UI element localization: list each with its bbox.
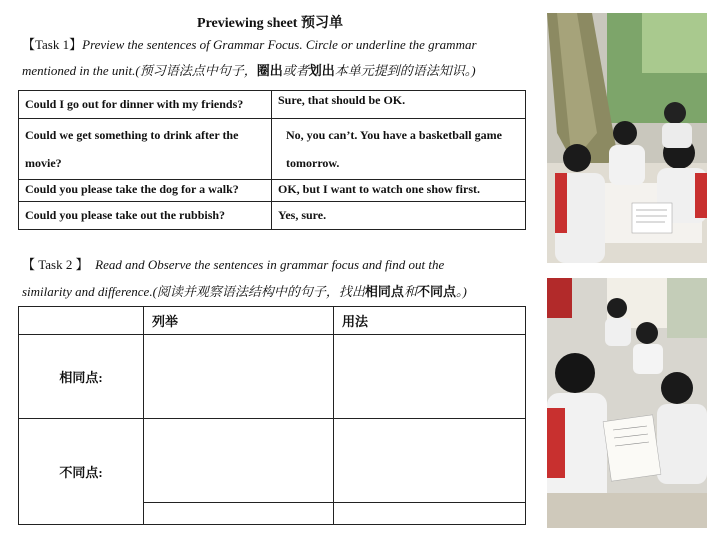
table-row: [19, 202, 526, 230]
answer-cell: Yes, sure.: [272, 202, 526, 230]
answer-cell: No, you can’t. You have a basketball game tomorrow.: [272, 119, 526, 180]
answer-cell: [334, 335, 526, 419]
question-cell: Could you please take the dog for a walk?: [19, 180, 272, 202]
question-cell: Could I go out for dinner with my friends?: [19, 91, 272, 119]
task1-bold-2: 划出: [308, 63, 335, 78]
task2-line-2: [22, 279, 522, 305]
header-cell-empty: [19, 307, 144, 335]
sheet-title: Previewing sheet 预习单: [197, 16, 343, 31]
table-row: [19, 91, 526, 119]
task1-text-a: Preview the sentences of Grammar Focus. Circle or underline the grammar: [82, 37, 477, 52]
comparison-table: [18, 306, 526, 525]
answer-cell: [334, 419, 526, 503]
task2-text-d: 。): [455, 284, 467, 299]
task1-bold-1: 圈出: [256, 63, 283, 78]
task1-text-b: mentioned in the unit.(预习语法点中句子，: [22, 63, 257, 78]
table-row: [19, 119, 526, 180]
table-row: [19, 180, 526, 202]
question-cell: Could we get something to drink after the movie?: [19, 119, 272, 180]
grammar-sentences-table: [18, 90, 526, 230]
task2-line-1: [22, 252, 522, 278]
task2-bold-2: 不同点: [416, 284, 456, 299]
task2-text-c: 和: [403, 284, 417, 299]
question-cell: Could you please take out the rubbish?: [19, 202, 272, 230]
answer-cell: [144, 503, 334, 525]
header-cell-usage: 用法: [334, 307, 526, 335]
classroom-photo-top: [547, 13, 707, 263]
task1-text-c: 或者: [282, 63, 309, 78]
task2-bold-1: 相同点: [364, 284, 404, 299]
classroom-photo-bottom: [547, 278, 707, 528]
table-row: [19, 335, 526, 419]
answer-cell: [144, 335, 334, 419]
row-label-similarity: 相同点:: [19, 335, 144, 419]
task2-text-b: similarity and difference.(阅读并观察语法结构中的句子，找出: [22, 284, 365, 299]
task1-line-2: [22, 58, 522, 84]
table-header-row: [19, 307, 526, 335]
task1-line-1: [22, 32, 522, 58]
table-row: [19, 419, 526, 503]
task2-text-a: Read and Observe the sentences in grammar focus and find out the: [95, 257, 445, 272]
answer-cell: OK, but I want to watch one show first.: [272, 180, 526, 202]
answer-cell: [144, 419, 334, 503]
task1-text-d: 本单元提到的语法知识。): [334, 63, 476, 78]
answer-cell: Sure, that should be OK.: [272, 91, 526, 119]
task1-label: 【Task 1】: [22, 37, 83, 52]
header-cell-examples: 列举: [144, 307, 334, 335]
row-label-difference: 不同点:: [19, 419, 144, 525]
task2-label: 【 Task 2 】: [22, 257, 89, 272]
answer-cell: [334, 503, 526, 525]
